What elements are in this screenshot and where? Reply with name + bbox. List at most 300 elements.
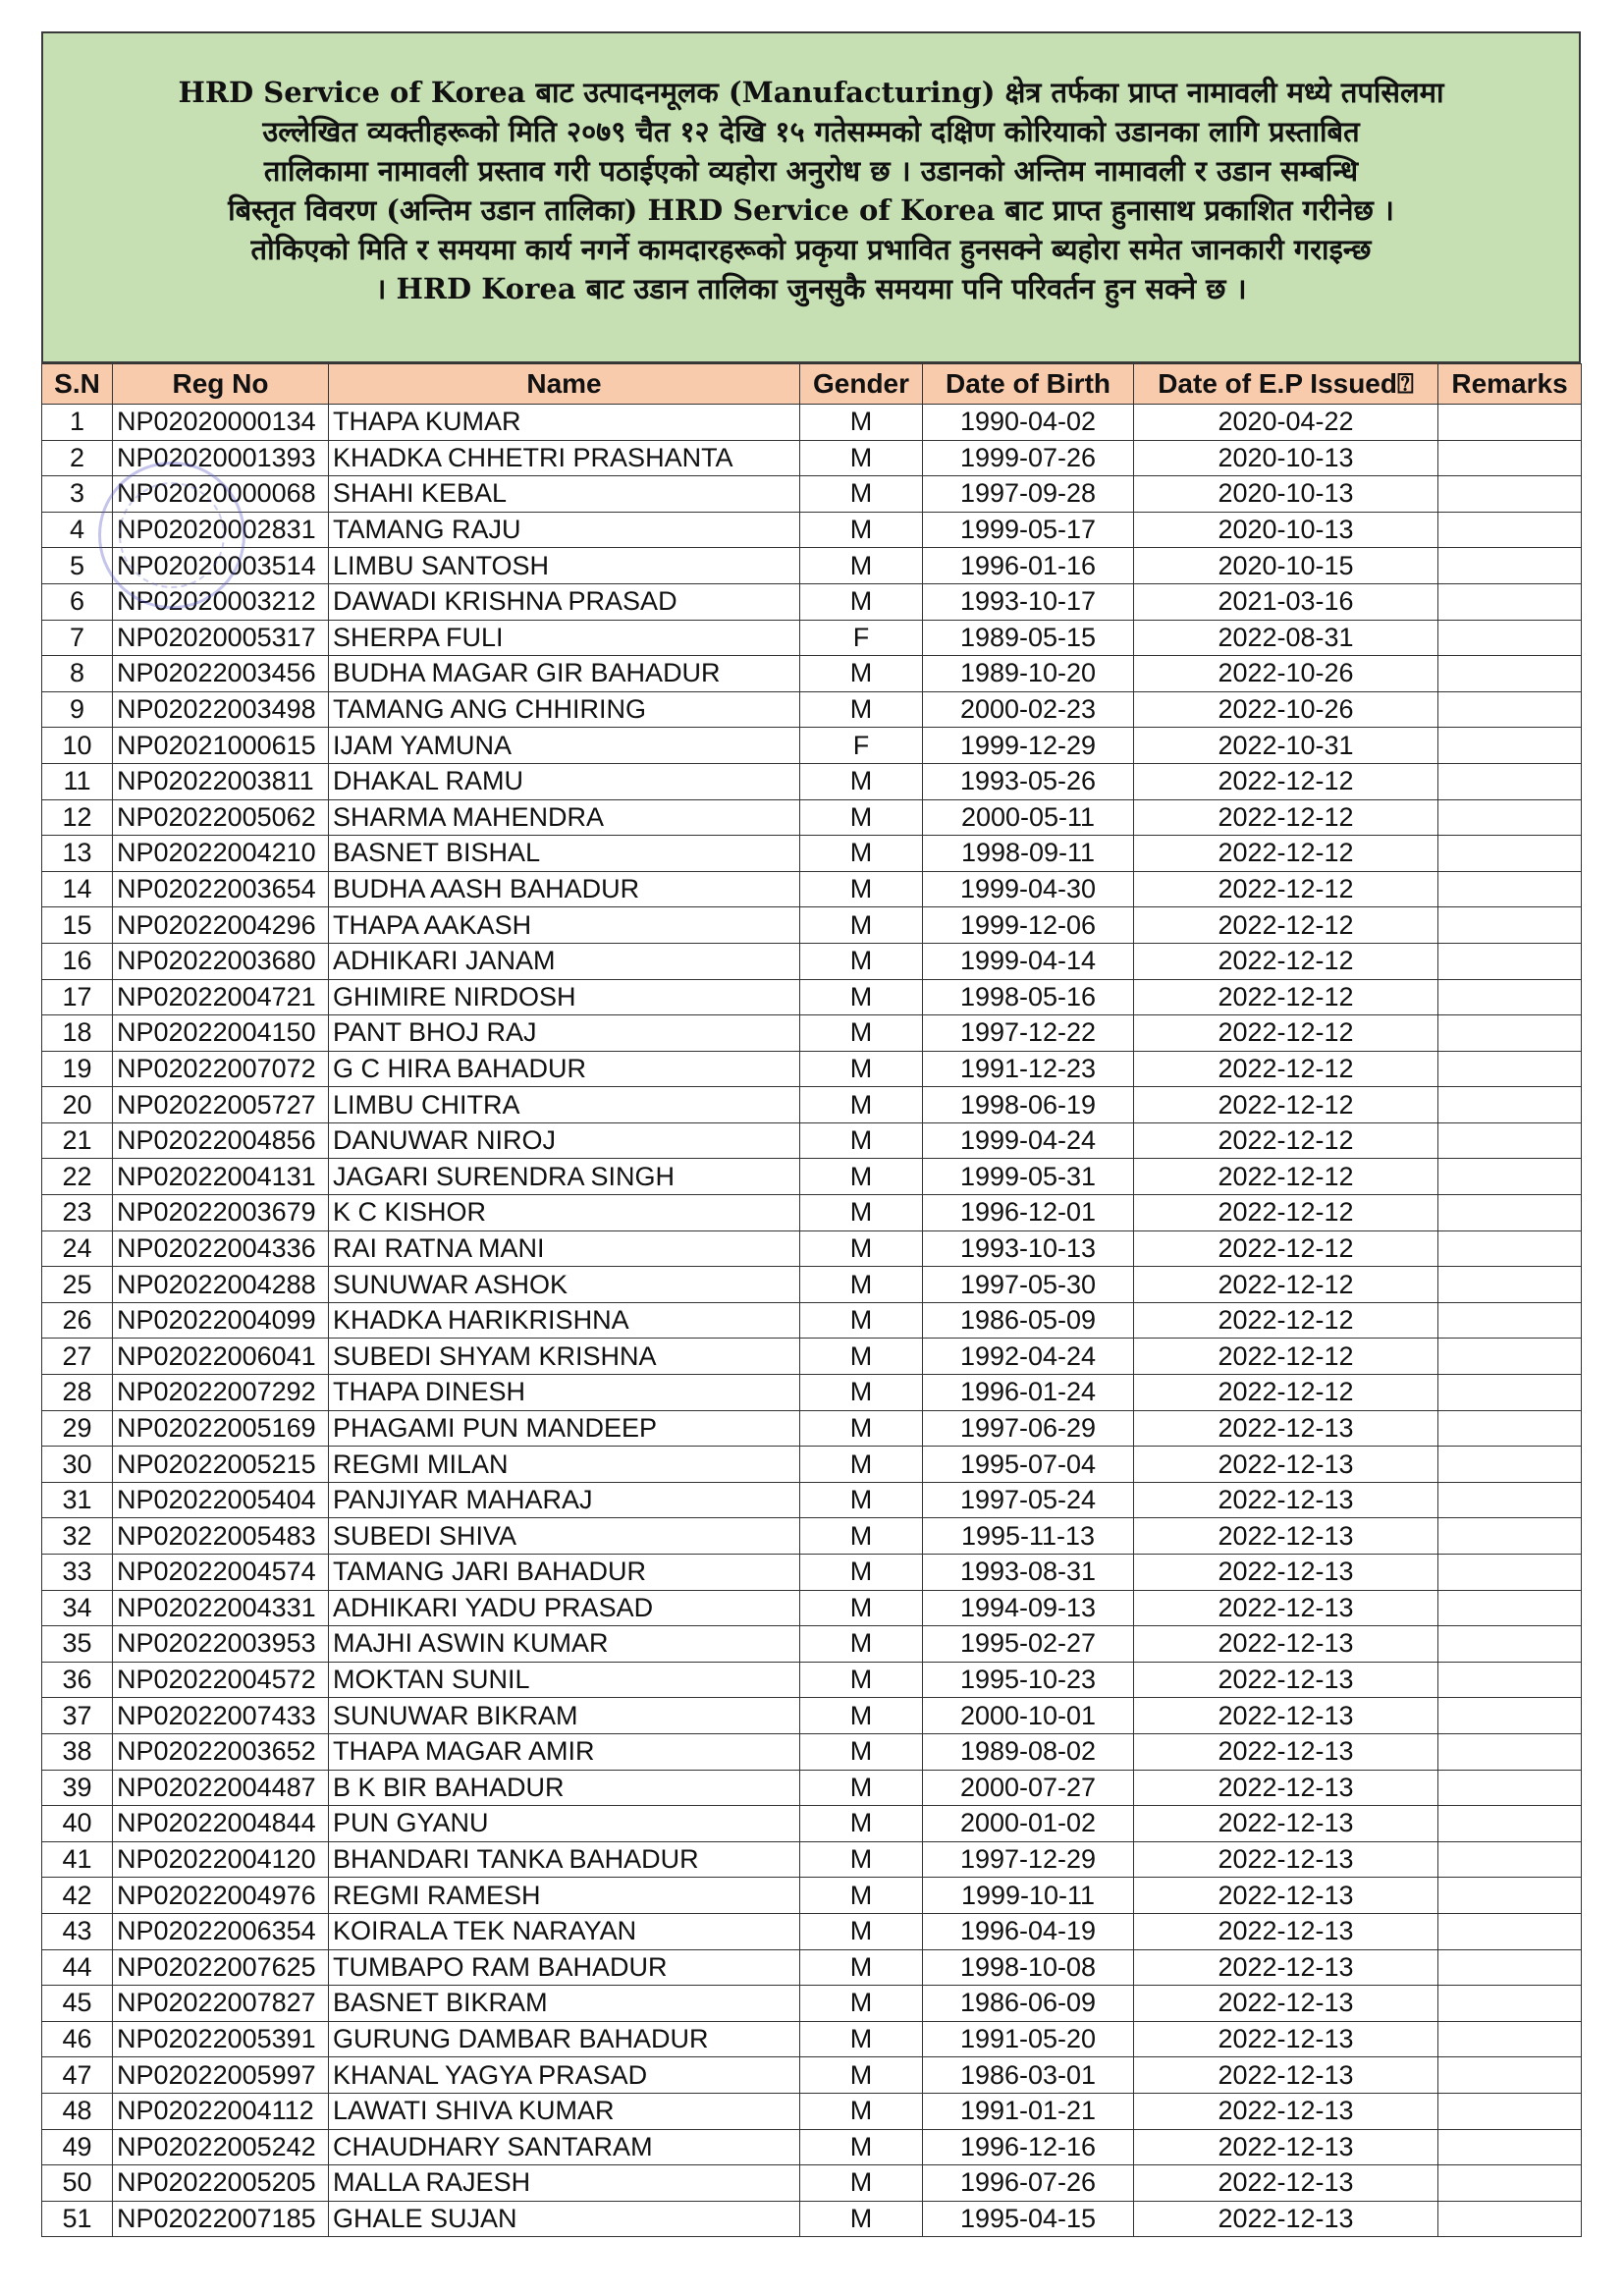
cell-dob: 1998-05-16 bbox=[923, 979, 1134, 1015]
cell-reg-no: NP02022003498 bbox=[113, 691, 329, 728]
cell-name: BASNET BISHAL bbox=[329, 836, 800, 872]
cell-ep-issued: 2022-12-13 bbox=[1134, 1913, 1438, 1949]
cell-dob: 1999-04-14 bbox=[923, 943, 1134, 979]
cell-sn: 22 bbox=[42, 1159, 113, 1195]
cell-gender: M bbox=[800, 1267, 923, 1303]
cell-reg-no: NP02020005317 bbox=[113, 620, 329, 656]
cell-remarks bbox=[1438, 1410, 1582, 1447]
cell-gender: M bbox=[800, 763, 923, 799]
cell-gender: M bbox=[800, 1302, 923, 1339]
cell-gender: M bbox=[800, 1733, 923, 1770]
cell-dob: 1997-05-24 bbox=[923, 1482, 1134, 1518]
cell-remarks bbox=[1438, 1986, 1582, 2022]
cell-gender: M bbox=[800, 1878, 923, 1914]
cell-sn: 14 bbox=[42, 871, 113, 907]
cell-name: LIMBU CHITRA bbox=[329, 1087, 800, 1123]
table-row bbox=[42, 1267, 1582, 1303]
cell-gender: M bbox=[800, 1482, 923, 1518]
cell-dob: 1998-10-08 bbox=[923, 1949, 1134, 1986]
cell-dob: 1991-12-23 bbox=[923, 1051, 1134, 1087]
table-body bbox=[42, 405, 1582, 2237]
cell-dob: 1999-05-31 bbox=[923, 1159, 1134, 1195]
cell-reg-no: NP02022003456 bbox=[113, 656, 329, 692]
column-header-name: Name bbox=[329, 364, 800, 405]
cell-dob: 2000-01-02 bbox=[923, 1806, 1134, 1842]
cell-reg-no: NP02022007292 bbox=[113, 1375, 329, 1411]
table-header-row bbox=[42, 364, 1582, 405]
cell-reg-no: NP02022004131 bbox=[113, 1159, 329, 1195]
cell-name: CHAUDHARY SANTARAM bbox=[329, 2129, 800, 2165]
cell-gender: M bbox=[800, 1122, 923, 1159]
cell-reg-no: NP02022005997 bbox=[113, 2057, 329, 2094]
notice-line: उल्लेखित व्यक्तीहरूको मिति २०७९ चैत १२ देखि १५ गतेसम्मको दक्षिण कोरियाको उडानका लागि प्रस्ताबित bbox=[262, 115, 1360, 148]
cell-remarks bbox=[1438, 907, 1582, 944]
cell-dob: 2000-10-01 bbox=[923, 1698, 1134, 1734]
cell-gender: M bbox=[800, 2057, 923, 2094]
cell-reg-no: NP02021000615 bbox=[113, 728, 329, 764]
cell-sn: 51 bbox=[42, 2201, 113, 2237]
notice-line: HRD Service of Korea बाट उत्पादनमूलक (Manufacturing) क्षेत्र तर्फका प्राप्त नामावली मध्ये तपसिलमा bbox=[178, 76, 1444, 109]
worker-table bbox=[41, 363, 1582, 2237]
cell-remarks bbox=[1438, 1195, 1582, 1231]
table-row bbox=[42, 583, 1582, 620]
cell-sn: 18 bbox=[42, 1015, 113, 1052]
cell-dob: 1994-09-13 bbox=[923, 1590, 1134, 1626]
table-row bbox=[42, 1878, 1582, 1914]
cell-remarks bbox=[1438, 1878, 1582, 1914]
cell-gender: M bbox=[800, 476, 923, 513]
cell-sn: 20 bbox=[42, 1087, 113, 1123]
cell-sn: 7 bbox=[42, 620, 113, 656]
cell-name: THAPA KUMAR bbox=[329, 405, 800, 441]
cell-name: REGMI RAMESH bbox=[329, 1878, 800, 1914]
table-row bbox=[42, 907, 1582, 944]
cell-reg-no: NP02022004150 bbox=[113, 1015, 329, 1052]
cell-ep-issued: 2022-12-13 bbox=[1134, 2021, 1438, 2057]
table-row bbox=[42, 1447, 1582, 1483]
table-row bbox=[42, 1122, 1582, 1159]
cell-dob: 1999-07-26 bbox=[923, 440, 1134, 476]
table-row bbox=[42, 656, 1582, 692]
table-row bbox=[42, 2093, 1582, 2129]
cell-dob: 1997-06-29 bbox=[923, 1410, 1134, 1447]
cell-name: THAPA MAGAR AMIR bbox=[329, 1733, 800, 1770]
table-row bbox=[42, 799, 1582, 836]
cell-reg-no: NP02022004844 bbox=[113, 1806, 329, 1842]
notice-line: । HRD Korea बाट उडान तालिका जुनसुकै समयमा पनि परिवर्तन हुन सक्ने छ । bbox=[375, 272, 1247, 305]
table-row bbox=[42, 1806, 1582, 1842]
cell-name: SHERPA FULI bbox=[329, 620, 800, 656]
cell-gender: M bbox=[800, 1806, 923, 1842]
cell-sn: 25 bbox=[42, 1267, 113, 1303]
cell-remarks bbox=[1438, 1051, 1582, 1087]
cell-sn: 16 bbox=[42, 943, 113, 979]
cell-remarks bbox=[1438, 1159, 1582, 1195]
cell-dob: 2000-02-23 bbox=[923, 691, 1134, 728]
cell-ep-issued: 2020-10-13 bbox=[1134, 476, 1438, 513]
cell-remarks bbox=[1438, 1518, 1582, 1555]
cell-reg-no: NP02022004331 bbox=[113, 1590, 329, 1626]
cell-dob: 1999-12-29 bbox=[923, 728, 1134, 764]
cell-dob: 1992-04-24 bbox=[923, 1339, 1134, 1375]
table-row bbox=[42, 2165, 1582, 2202]
cell-remarks bbox=[1438, 656, 1582, 692]
table-row bbox=[42, 476, 1582, 513]
cell-reg-no: NP02022006041 bbox=[113, 1339, 329, 1375]
table-row bbox=[42, 1555, 1582, 1591]
cell-reg-no: NP02022003811 bbox=[113, 763, 329, 799]
cell-dob: 1996-04-19 bbox=[923, 1913, 1134, 1949]
cell-sn: 13 bbox=[42, 836, 113, 872]
cell-name: SUNUWAR ASHOK bbox=[329, 1267, 800, 1303]
cell-ep-issued: 2022-12-13 bbox=[1134, 1878, 1438, 1914]
cell-sn: 35 bbox=[42, 1626, 113, 1663]
cell-reg-no: NP02020001393 bbox=[113, 440, 329, 476]
notice-line: बिस्तृत विवरण (अन्तिम उडान तालिका) HRD Service of Korea बाट प्राप्त हुनासाथ प्रकाशित गरीनेछ । bbox=[228, 193, 1394, 227]
cell-reg-no: NP02022004572 bbox=[113, 1662, 329, 1698]
column-header-remarks: Remarks bbox=[1438, 364, 1582, 405]
cell-name: B K BIR BAHADUR bbox=[329, 1770, 800, 1806]
cell-sn: 12 bbox=[42, 799, 113, 836]
cell-remarks bbox=[1438, 1698, 1582, 1734]
cell-dob: 1996-01-16 bbox=[923, 548, 1134, 584]
cell-gender: M bbox=[800, 656, 923, 692]
cell-remarks bbox=[1438, 2129, 1582, 2165]
cell-name: MALLA RAJESH bbox=[329, 2165, 800, 2202]
cell-sn: 38 bbox=[42, 1733, 113, 1770]
cell-ep-issued: 2022-08-31 bbox=[1134, 620, 1438, 656]
cell-ep-issued: 2022-12-12 bbox=[1134, 799, 1438, 836]
document-page bbox=[41, 31, 1581, 2237]
cell-reg-no: NP02022003680 bbox=[113, 943, 329, 979]
cell-sn: 26 bbox=[42, 1302, 113, 1339]
cell-remarks bbox=[1438, 1339, 1582, 1375]
cell-reg-no: NP02022005169 bbox=[113, 1410, 329, 1447]
cell-dob: 1991-01-21 bbox=[923, 2093, 1134, 2129]
cell-ep-issued: 2022-12-12 bbox=[1134, 1051, 1438, 1087]
cell-remarks bbox=[1438, 1949, 1582, 1986]
cell-ep-issued: 2022-12-13 bbox=[1134, 1733, 1438, 1770]
table-row bbox=[42, 691, 1582, 728]
table-row bbox=[42, 1087, 1582, 1123]
cell-dob: 1995-04-15 bbox=[923, 2201, 1134, 2237]
cell-ep-issued: 2022-12-13 bbox=[1134, 1482, 1438, 1518]
cell-name: G C HIRA BAHADUR bbox=[329, 1051, 800, 1087]
cell-gender: M bbox=[800, 1447, 923, 1483]
cell-sn: 21 bbox=[42, 1122, 113, 1159]
cell-remarks bbox=[1438, 871, 1582, 907]
cell-gender: M bbox=[800, 943, 923, 979]
cell-reg-no: NP02022007185 bbox=[113, 2201, 329, 2237]
table-row bbox=[42, 1159, 1582, 1195]
cell-ep-issued: 2022-12-13 bbox=[1134, 2165, 1438, 2202]
cell-remarks bbox=[1438, 1267, 1582, 1303]
table-row bbox=[42, 1302, 1582, 1339]
cell-sn: 42 bbox=[42, 1878, 113, 1914]
cell-reg-no: NP02022005727 bbox=[113, 1087, 329, 1123]
cell-ep-issued: 2020-04-22 bbox=[1134, 405, 1438, 441]
cell-remarks bbox=[1438, 2165, 1582, 2202]
cell-name: SUBEDI SHYAM KRISHNA bbox=[329, 1339, 800, 1375]
cell-dob: 1993-08-31 bbox=[923, 1555, 1134, 1591]
cell-reg-no: NP02022004288 bbox=[113, 1267, 329, 1303]
cell-dob: 1995-11-13 bbox=[923, 1518, 1134, 1555]
cell-name: ADHIKARI JANAM bbox=[329, 943, 800, 979]
cell-gender: M bbox=[800, 1949, 923, 1986]
cell-reg-no: NP02022003953 bbox=[113, 1626, 329, 1663]
cell-sn: 33 bbox=[42, 1555, 113, 1591]
cell-ep-issued: 2022-12-12 bbox=[1134, 1375, 1438, 1411]
cell-gender: M bbox=[800, 1662, 923, 1698]
cell-remarks bbox=[1438, 1302, 1582, 1339]
cell-gender: M bbox=[800, 2165, 923, 2202]
cell-name: JAGARI SURENDRA SINGH bbox=[329, 1159, 800, 1195]
table-row bbox=[42, 620, 1582, 656]
cell-ep-issued: 2022-12-12 bbox=[1134, 1302, 1438, 1339]
cell-ep-issued: 2022-12-12 bbox=[1134, 1015, 1438, 1052]
cell-dob: 1989-10-20 bbox=[923, 656, 1134, 692]
cell-dob: 1998-06-19 bbox=[923, 1087, 1134, 1123]
cell-name: BHANDARI TANKA BAHADUR bbox=[329, 1841, 800, 1878]
cell-dob: 1986-05-09 bbox=[923, 1302, 1134, 1339]
cell-gender: M bbox=[800, 691, 923, 728]
cell-ep-issued: 2022-12-13 bbox=[1134, 2129, 1438, 2165]
cell-sn: 47 bbox=[42, 2057, 113, 2094]
cell-reg-no: NP02022005404 bbox=[113, 1482, 329, 1518]
cell-sn: 41 bbox=[42, 1841, 113, 1878]
cell-sn: 3 bbox=[42, 476, 113, 513]
cell-name: PANT BHOJ RAJ bbox=[329, 1015, 800, 1052]
cell-reg-no: NP02022004296 bbox=[113, 907, 329, 944]
cell-gender: M bbox=[800, 2201, 923, 2237]
cell-remarks bbox=[1438, 548, 1582, 584]
cell-gender: M bbox=[800, 440, 923, 476]
cell-dob: 1998-09-11 bbox=[923, 836, 1134, 872]
table-row bbox=[42, 1375, 1582, 1411]
cell-name: PUN GYANU bbox=[329, 1806, 800, 1842]
cell-sn: 44 bbox=[42, 1949, 113, 1986]
cell-remarks bbox=[1438, 1626, 1582, 1663]
cell-name: KOIRALA TEK NARAYAN bbox=[329, 1913, 800, 1949]
cell-reg-no: NP02022005242 bbox=[113, 2129, 329, 2165]
cell-remarks bbox=[1438, 763, 1582, 799]
cell-dob: 1993-10-13 bbox=[923, 1230, 1134, 1267]
cell-remarks bbox=[1438, 1841, 1582, 1878]
cell-ep-issued: 2022-12-13 bbox=[1134, 1770, 1438, 1806]
cell-reg-no: NP02022003654 bbox=[113, 871, 329, 907]
cell-ep-issued: 2022-12-13 bbox=[1134, 1626, 1438, 1663]
table-row bbox=[42, 1590, 1582, 1626]
table-row bbox=[42, 1195, 1582, 1231]
cell-remarks bbox=[1438, 2093, 1582, 2129]
cell-reg-no: NP02022007625 bbox=[113, 1949, 329, 1986]
cell-reg-no: NP02022004210 bbox=[113, 836, 329, 872]
cell-dob: 1999-04-24 bbox=[923, 1122, 1134, 1159]
table-row bbox=[42, 1986, 1582, 2022]
cell-gender: M bbox=[800, 1986, 923, 2022]
cell-dob: 1997-12-22 bbox=[923, 1015, 1134, 1052]
cell-sn: 31 bbox=[42, 1482, 113, 1518]
table-row bbox=[42, 1230, 1582, 1267]
cell-gender: M bbox=[800, 1410, 923, 1447]
cell-sn: 32 bbox=[42, 1518, 113, 1555]
cell-remarks bbox=[1438, 1590, 1582, 1626]
table-row bbox=[42, 1410, 1582, 1447]
notice-line: तालिकामा नामावली प्रस्ताव गरी पठाईएको व्यहोरा अनुरोध छ । उडानको अन्तिम नामावली र उडान सम्बन्धि bbox=[263, 154, 1359, 188]
table-row bbox=[42, 943, 1582, 979]
cell-ep-issued: 2022-12-13 bbox=[1134, 1949, 1438, 1986]
cell-name: SHAHI KEBAL bbox=[329, 476, 800, 513]
cell-gender: M bbox=[800, 1626, 923, 1663]
cell-reg-no: NP02020000068 bbox=[113, 476, 329, 513]
cell-remarks bbox=[1438, 620, 1582, 656]
table-row bbox=[42, 1733, 1582, 1770]
cell-reg-no: NP02022005062 bbox=[113, 799, 329, 836]
column-header-sn: S.N bbox=[42, 364, 113, 405]
cell-remarks bbox=[1438, 405, 1582, 441]
cell-gender: M bbox=[800, 871, 923, 907]
cell-name: BASNET BIKRAM bbox=[329, 1986, 800, 2022]
cell-gender: M bbox=[800, 1230, 923, 1267]
cell-remarks bbox=[1438, 1122, 1582, 1159]
table-row bbox=[42, 1051, 1582, 1087]
cell-remarks bbox=[1438, 440, 1582, 476]
cell-gender: M bbox=[800, 799, 923, 836]
cell-reg-no: NP02020000134 bbox=[113, 405, 329, 441]
cell-sn: 10 bbox=[42, 728, 113, 764]
column-header-dob: Date of Birth bbox=[923, 364, 1134, 405]
cell-sn: 2 bbox=[42, 440, 113, 476]
cell-ep-issued: 2022-12-12 bbox=[1134, 1122, 1438, 1159]
cell-ep-issued: 2022-12-13 bbox=[1134, 1555, 1438, 1591]
cell-dob: 1995-10-23 bbox=[923, 1662, 1134, 1698]
cell-name: SUNUWAR BIKRAM bbox=[329, 1698, 800, 1734]
cell-sn: 9 bbox=[42, 691, 113, 728]
cell-reg-no: NP02022004721 bbox=[113, 979, 329, 1015]
cell-remarks bbox=[1438, 1015, 1582, 1052]
cell-ep-issued: 2020-10-13 bbox=[1134, 512, 1438, 548]
cell-ep-issued: 2022-12-12 bbox=[1134, 1230, 1438, 1267]
cell-ep-issued: 2022-12-12 bbox=[1134, 1159, 1438, 1195]
cell-name: PHAGAMI PUN MANDEEP bbox=[329, 1410, 800, 1447]
cell-remarks bbox=[1438, 512, 1582, 548]
cell-ep-issued: 2022-12-13 bbox=[1134, 1590, 1438, 1626]
cell-remarks bbox=[1438, 1482, 1582, 1518]
table-row bbox=[42, 2021, 1582, 2057]
cell-sn: 6 bbox=[42, 583, 113, 620]
cell-remarks bbox=[1438, 2201, 1582, 2237]
cell-name: DAWADI KRISHNA PRASAD bbox=[329, 583, 800, 620]
cell-sn: 17 bbox=[42, 979, 113, 1015]
cell-sn: 5 bbox=[42, 548, 113, 584]
cell-gender: M bbox=[800, 836, 923, 872]
cell-gender: M bbox=[800, 1051, 923, 1087]
cell-name: DANUWAR NIROJ bbox=[329, 1122, 800, 1159]
cell-name: DHAKAL RAMU bbox=[329, 763, 800, 799]
cell-gender: M bbox=[800, 583, 923, 620]
cell-ep-issued: 2022-12-13 bbox=[1134, 1806, 1438, 1842]
cell-sn: 40 bbox=[42, 1806, 113, 1842]
cell-reg-no: NP02022003652 bbox=[113, 1733, 329, 1770]
cell-name: SUBEDI SHIVA bbox=[329, 1518, 800, 1555]
cell-remarks bbox=[1438, 1662, 1582, 1698]
table-row bbox=[42, 440, 1582, 476]
cell-remarks bbox=[1438, 979, 1582, 1015]
cell-name: LIMBU SANTOSH bbox=[329, 548, 800, 584]
cell-name: K C KISHOR bbox=[329, 1195, 800, 1231]
cell-dob: 2000-05-11 bbox=[923, 799, 1134, 836]
cell-dob: 1995-07-04 bbox=[923, 1447, 1134, 1483]
cell-sn: 15 bbox=[42, 907, 113, 944]
cell-name: THAPA DINESH bbox=[329, 1375, 800, 1411]
cell-gender: M bbox=[800, 2093, 923, 2129]
cell-ep-issued: 2022-12-13 bbox=[1134, 2057, 1438, 2094]
cell-name: KHADKA CHHETRI PRASHANTA bbox=[329, 440, 800, 476]
cell-dob: 1999-10-11 bbox=[923, 1878, 1134, 1914]
cell-remarks bbox=[1438, 836, 1582, 872]
cell-dob: 1986-03-01 bbox=[923, 2057, 1134, 2094]
notice-box bbox=[41, 31, 1581, 363]
cell-sn: 50 bbox=[42, 2165, 113, 2202]
cell-reg-no: NP02022007827 bbox=[113, 1986, 329, 2022]
cell-sn: 37 bbox=[42, 1698, 113, 1734]
cell-ep-issued: 2022-12-13 bbox=[1134, 1698, 1438, 1734]
cell-reg-no: NP02022004856 bbox=[113, 1122, 329, 1159]
cell-remarks bbox=[1438, 583, 1582, 620]
cell-gender: M bbox=[800, 1015, 923, 1052]
cell-gender: M bbox=[800, 1375, 923, 1411]
cell-name: GHIMIRE NIRDOSH bbox=[329, 979, 800, 1015]
cell-remarks bbox=[1438, 1087, 1582, 1123]
cell-reg-no: NP02022004976 bbox=[113, 1878, 329, 1914]
table-row bbox=[42, 836, 1582, 872]
cell-ep-issued: 2022-10-26 bbox=[1134, 691, 1438, 728]
cell-gender: M bbox=[800, 907, 923, 944]
cell-reg-no: NP02022004099 bbox=[113, 1302, 329, 1339]
cell-name: LAWATI SHIVA KUMAR bbox=[329, 2093, 800, 2129]
table-row bbox=[42, 871, 1582, 907]
cell-ep-issued: 2022-12-13 bbox=[1134, 1662, 1438, 1698]
cell-reg-no: NP02022005205 bbox=[113, 2165, 329, 2202]
table-row bbox=[42, 2201, 1582, 2237]
cell-reg-no: NP02022005215 bbox=[113, 1447, 329, 1483]
table-row bbox=[42, 548, 1582, 584]
table-row bbox=[42, 1698, 1582, 1734]
cell-gender: M bbox=[800, 1590, 923, 1626]
cell-name: TAMANG ANG CHHIRING bbox=[329, 691, 800, 728]
table-row bbox=[42, 728, 1582, 764]
cell-gender: F bbox=[800, 728, 923, 764]
cell-name: MAJHI ASWIN KUMAR bbox=[329, 1626, 800, 1663]
cell-gender: M bbox=[800, 548, 923, 584]
cell-dob: 1996-07-26 bbox=[923, 2165, 1134, 2202]
cell-dob: 1996-12-01 bbox=[923, 1195, 1134, 1231]
cell-name: TUMBAPO RAM BAHADUR bbox=[329, 1949, 800, 1986]
table-row bbox=[42, 405, 1582, 441]
cell-name: KHANAL YAGYA PRASAD bbox=[329, 2057, 800, 2094]
cell-ep-issued: 2022-12-12 bbox=[1134, 943, 1438, 979]
cell-ep-issued: 2021-03-16 bbox=[1134, 583, 1438, 620]
cell-remarks bbox=[1438, 1733, 1582, 1770]
cell-ep-issued: 2022-10-26 bbox=[1134, 656, 1438, 692]
cell-remarks bbox=[1438, 1555, 1582, 1591]
cell-dob: 1999-04-30 bbox=[923, 871, 1134, 907]
cell-ep-issued: 2022-12-13 bbox=[1134, 1986, 1438, 2022]
cell-sn: 24 bbox=[42, 1230, 113, 1267]
cell-dob: 1997-09-28 bbox=[923, 476, 1134, 513]
cell-reg-no: NP02022004112 bbox=[113, 2093, 329, 2129]
cell-reg-no: NP02022007072 bbox=[113, 1051, 329, 1087]
